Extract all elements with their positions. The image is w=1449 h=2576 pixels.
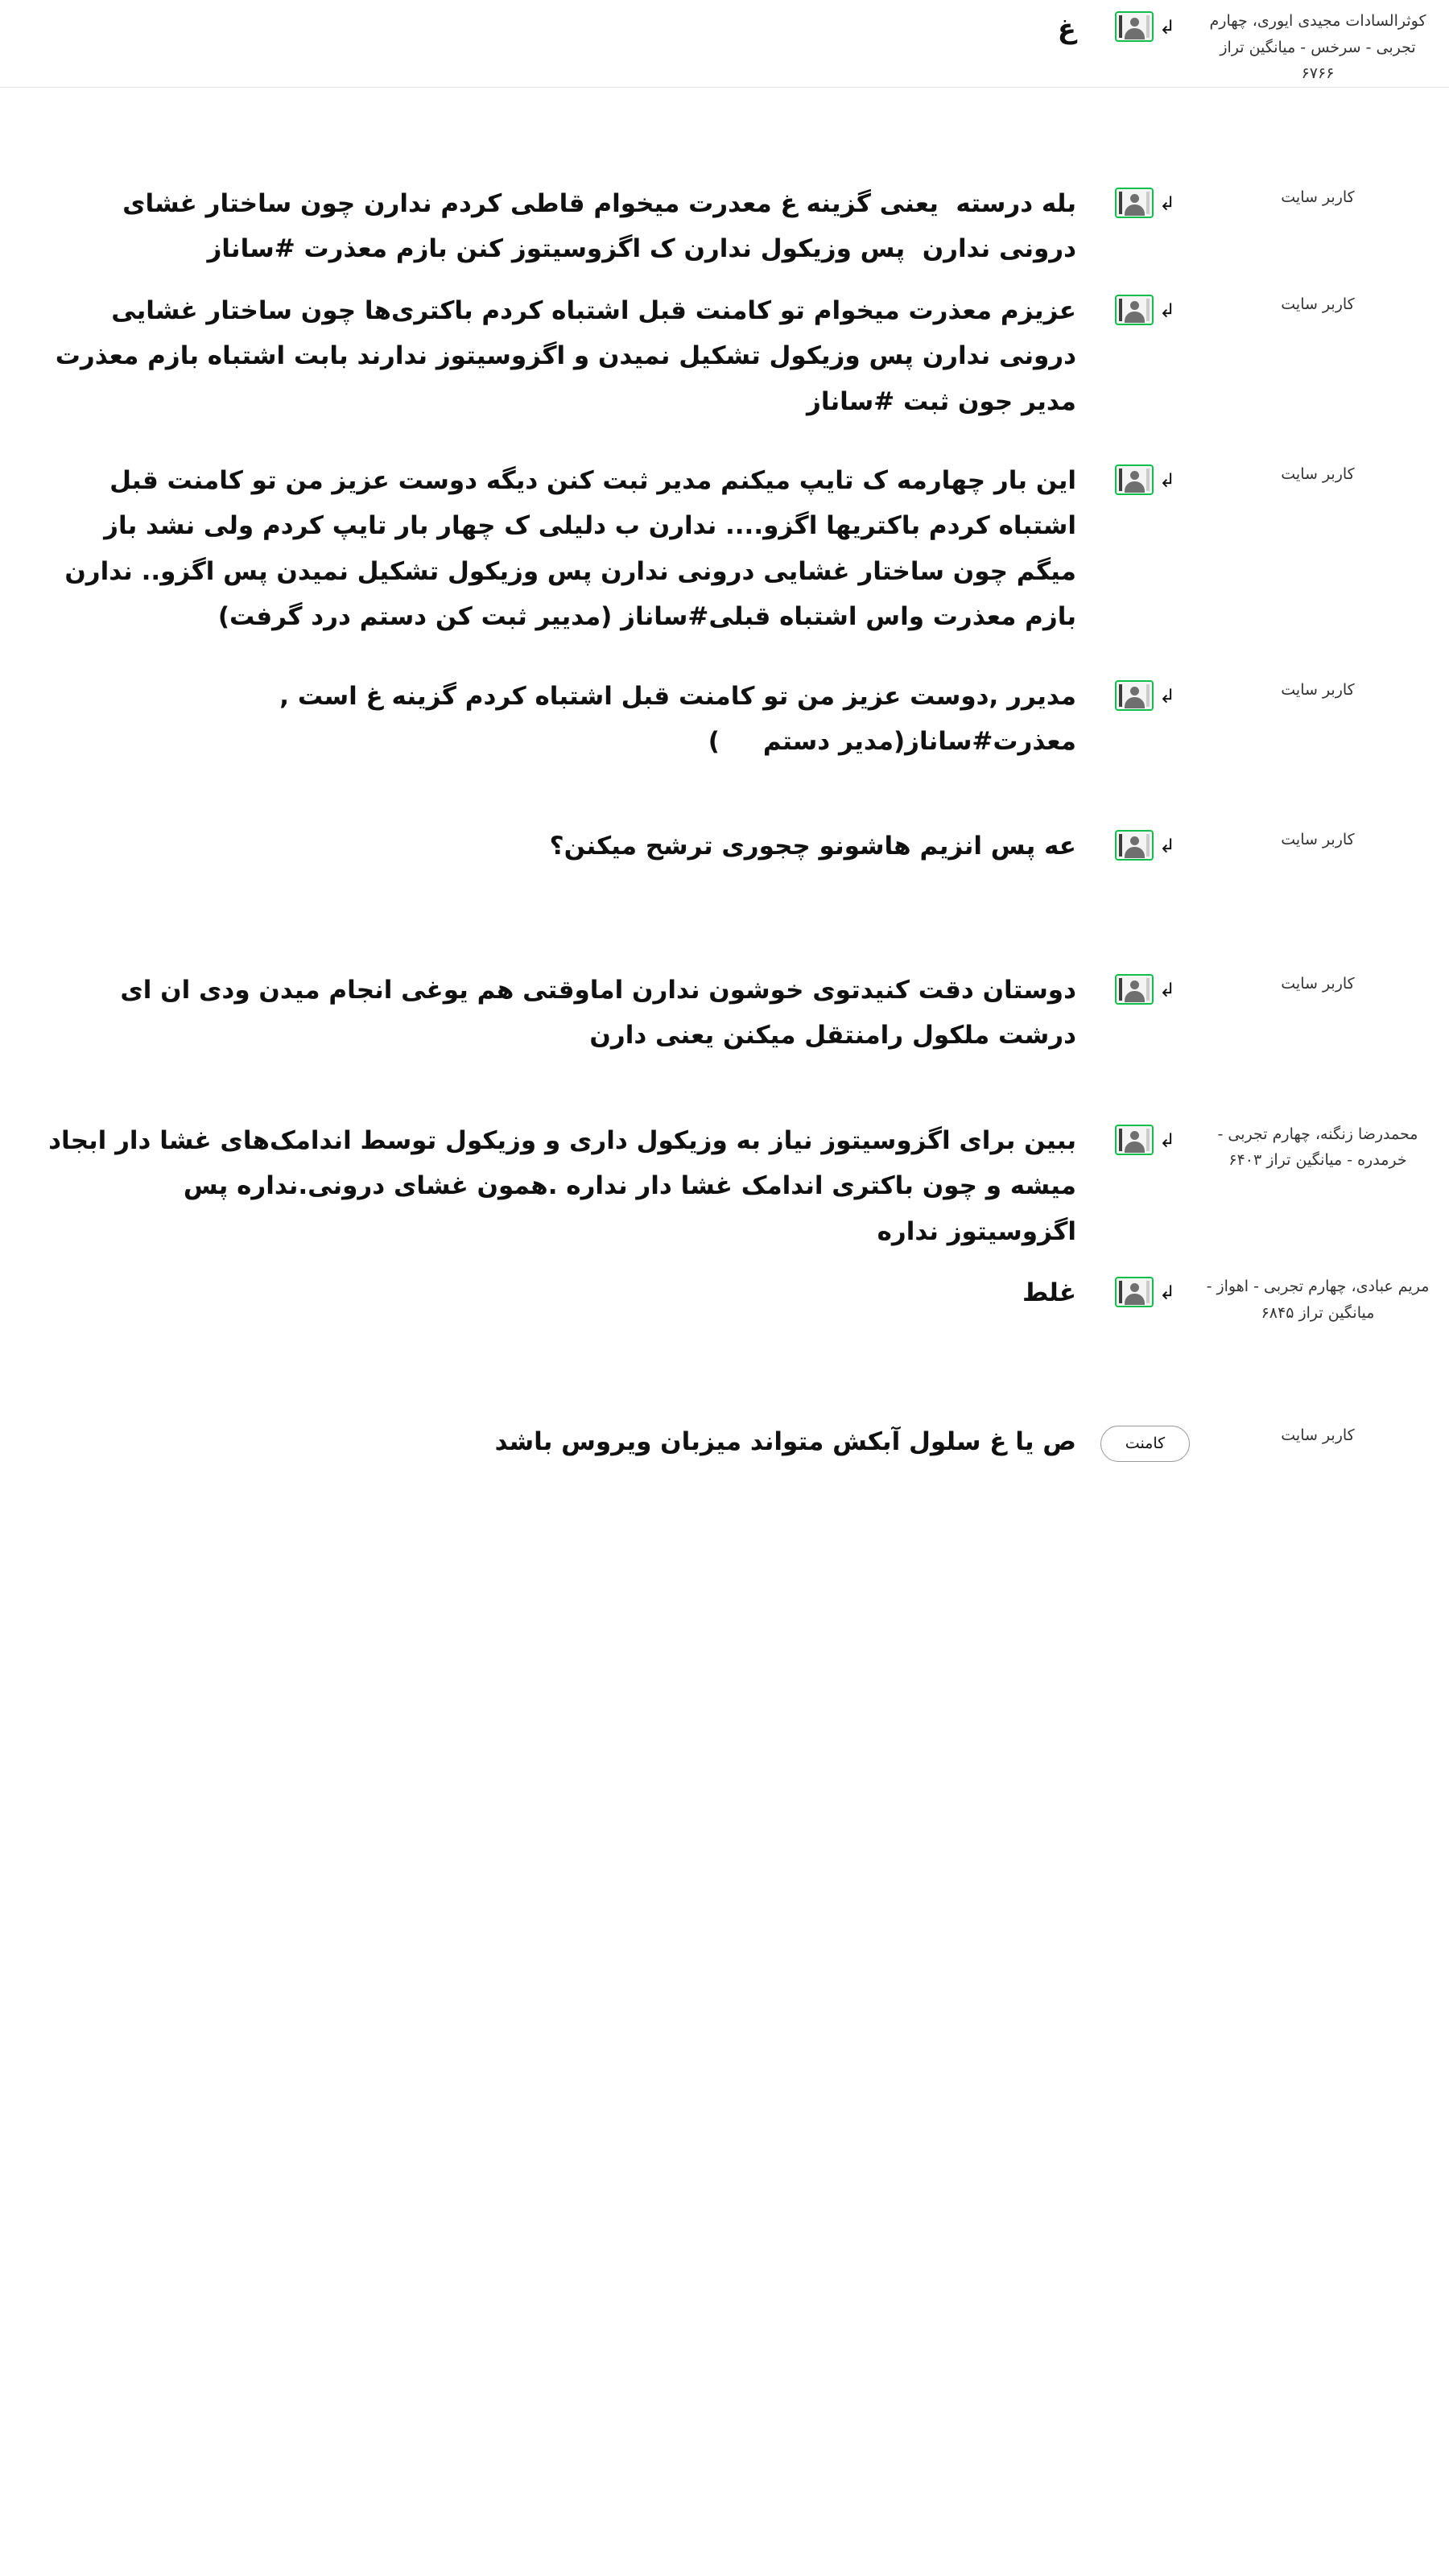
comment-avatar-column bbox=[1091, 819, 1199, 861]
comment-author-meta bbox=[1199, 176, 1449, 211]
comment-text: عه پس انزيم هاشونو چجوری ترشح ميكنن؟ bbox=[549, 832, 1076, 861]
comment-author-line: مريم عبادی، چهارم تجربی - اهواز - bbox=[1206, 1277, 1430, 1295]
reply-arrow-icon[interactable]: ↳ bbox=[1158, 299, 1176, 322]
comment-author-line: خرمدره - ميانگين تراز ۶۴۰۳ bbox=[1228, 1151, 1407, 1170]
comment-author-line: كوثرالسادات مجيدی ايوری، چهارم bbox=[1209, 12, 1426, 30]
comment-text: غلط bbox=[1022, 1278, 1076, 1307]
comment-author-meta bbox=[1199, 669, 1449, 704]
row-spacer bbox=[0, 645, 1449, 669]
reply-arrow-icon[interactable]: ↳ bbox=[1158, 1281, 1176, 1304]
comment-body bbox=[0, 1265, 1091, 1320]
row-spacer bbox=[0, 1259, 1449, 1265]
comment-row bbox=[0, 1414, 1449, 1469]
comment-row bbox=[0, 963, 1449, 1063]
comment-author-line: ۶۷۶۶ bbox=[1301, 64, 1335, 83]
avatar-frame-left bbox=[1119, 978, 1122, 1001]
user-avatar-icon bbox=[1115, 1125, 1154, 1155]
comment-avatar-column bbox=[1091, 283, 1199, 325]
comment-avatar-column bbox=[1091, 1265, 1199, 1307]
row-spacer bbox=[0, 874, 1449, 963]
comment-author-line: كاربر سايت bbox=[1281, 974, 1355, 993]
avatar-frame-right bbox=[1146, 684, 1150, 707]
comment-avatar-column bbox=[1091, 176, 1199, 218]
row-spacer bbox=[0, 429, 1449, 453]
user-avatar-icon bbox=[1115, 974, 1154, 1005]
comment-text: ص يا غ سلول آبكش متواند ميزبان ويروس باشد bbox=[494, 1427, 1076, 1457]
comment-body bbox=[0, 669, 1091, 770]
comment-text: دوستان دقت كنيدتوی خوشون ندارن اماوقتی هم يوغی انجام ميدن ودی ان ای درشت ملكول رامنتقل ميكنن يعنی دارن bbox=[111, 975, 1076, 1051]
avatar-frame-right bbox=[1146, 1281, 1150, 1303]
comment-body bbox=[0, 176, 1091, 277]
reply-arrow-icon[interactable]: ↳ bbox=[1158, 978, 1176, 1001]
comment-body bbox=[0, 1113, 1091, 1259]
avatar-frame-left bbox=[1119, 469, 1122, 491]
reply-arrow-icon[interactable]: ↳ bbox=[1158, 684, 1176, 708]
avatar-frame-right bbox=[1146, 192, 1150, 214]
comment-author-line: كاربر سايت bbox=[1281, 831, 1355, 849]
reply-arrow-icon[interactable]: ↳ bbox=[1158, 16, 1176, 39]
row-spacer bbox=[0, 88, 1449, 176]
comment-text: بله درسته يعنی گزينه غ معدرت ميخوام قاطی كردم ندارن چون ساختار غشای درونی ندارن پس وزيكول ندارن ک اگزوسيتوز كنن بازم معذرت #ساناز bbox=[114, 189, 1076, 264]
user-avatar-icon bbox=[1115, 295, 1154, 325]
comment-body bbox=[0, 1414, 1091, 1469]
row-spacer bbox=[0, 769, 1449, 819]
comment-text: مديرر ,دوست عزيز من تو كامنت قبل اشتباه كردم گزينه غ است , معذرت#ساناز(مدير دستم ) bbox=[270, 681, 1076, 757]
row-spacer bbox=[0, 1063, 1449, 1113]
comment-avatar-column bbox=[1091, 1113, 1199, 1155]
comment-author-meta bbox=[1199, 1414, 1449, 1449]
comment-avatar-column bbox=[1091, 0, 1199, 42]
comment-text: غ bbox=[1057, 13, 1076, 45]
comment-body bbox=[0, 819, 1091, 873]
avatar-frame-right bbox=[1146, 1129, 1150, 1151]
comment-author-line: كاربر سايت bbox=[1281, 1426, 1355, 1445]
comment-author-meta bbox=[1199, 1265, 1449, 1326]
comment-row bbox=[0, 176, 1449, 277]
reply-arrow-icon[interactable]: ↳ bbox=[1158, 1129, 1176, 1152]
comment-row bbox=[0, 1113, 1449, 1259]
comment-row bbox=[0, 453, 1449, 645]
comment-body bbox=[0, 0, 1091, 60]
avatar-frame-left bbox=[1119, 684, 1122, 707]
user-avatar-icon bbox=[1115, 188, 1154, 218]
comment-text: عزيزم معذرت ميخوام تو كامنت قبل اشتباه كردم باكتری‌ها چون ساختار غشايی درونی ندارن پس وزيكول تشكيل نميدن و اگزوسيتوز ندارند بابت اشتباه بازم معذرت مدير جون ثبت #ساناز bbox=[46, 295, 1076, 416]
comment-author-line: كاربر سايت bbox=[1281, 465, 1355, 484]
user-avatar-icon bbox=[1115, 11, 1154, 42]
comment-author-meta bbox=[1199, 963, 1449, 997]
reply-arrow-icon[interactable]: ↳ bbox=[1158, 835, 1176, 858]
avatar-frame-left bbox=[1119, 1281, 1122, 1303]
comment-row bbox=[0, 283, 1449, 429]
comment-author-line: كاربر سايت bbox=[1281, 188, 1355, 207]
avatar-frame-left bbox=[1119, 192, 1122, 214]
avatar-frame-right bbox=[1146, 15, 1150, 38]
comment-body bbox=[0, 963, 1091, 1063]
reply-arrow-icon[interactable]: ↳ bbox=[1158, 192, 1176, 216]
user-avatar-icon bbox=[1115, 464, 1154, 495]
avatar-frame-right bbox=[1146, 834, 1150, 857]
row-spacer bbox=[0, 277, 1449, 283]
comment-button[interactable]: كامنت bbox=[1100, 1426, 1190, 1462]
comment-author-line: كاربر سايت bbox=[1281, 295, 1355, 313]
row-spacer bbox=[0, 1470, 1449, 1558]
comment-author-line: محمدرضا زنگنه، چهارم تجربی - bbox=[1217, 1125, 1418, 1143]
comment-row bbox=[0, 669, 1449, 770]
comment-avatar-column bbox=[1091, 669, 1199, 711]
reply-arrow-icon[interactable]: ↳ bbox=[1158, 469, 1176, 493]
comment-avatar-column bbox=[1091, 963, 1199, 1005]
avatar-frame-left bbox=[1119, 15, 1122, 38]
comment-author-meta bbox=[1199, 283, 1449, 318]
comment-avatar-column bbox=[1091, 453, 1199, 495]
comment-author-meta bbox=[1199, 0, 1449, 87]
avatar-frame-right bbox=[1146, 469, 1150, 491]
comment-author-line: ميانگين تراز ۶۸۴۵ bbox=[1261, 1303, 1375, 1322]
comment-text: اين بار چهارمه ک تايپ ميكنم مدير ثبت كنن ديگه دوست عزيز من تو كامنت قبل اشتباه كردم باكتريها اگزو.... ندارن ب دليلی ک چهار بار تايپ كردم ولی نشد باز ميگم چون ساختار غشايی درونی ندارن پس وزيكول تشكيل نميدن پس اگزو.. ندارن بازم معذرت واس اشتباه قبلی#ساناز (مديير ثبت كن دستم درد گرفت) bbox=[56, 466, 1076, 632]
row-spacer bbox=[0, 1326, 1449, 1414]
avatar-frame-right bbox=[1146, 978, 1150, 1001]
comment-author-line: تجربی - سرخس - ميانگين تراز bbox=[1220, 38, 1416, 56]
comment-author-meta bbox=[1199, 1113, 1449, 1174]
comment-body bbox=[0, 283, 1091, 429]
comment-text: ببين برای اگزوسيتوز نياز به وزيكول داری و وزيكول توسط اندامک‌های غشا دار ابجاد ميشه و چون باكتری اندامک غشا دار نداره .همون غشای درونی.نداره پس اگزوسيتوز نداره bbox=[39, 1125, 1076, 1246]
comment-author-line: كاربر سايت bbox=[1281, 680, 1355, 699]
comment-author-meta bbox=[1199, 453, 1449, 488]
comment-row bbox=[0, 819, 1449, 873]
avatar-frame-right bbox=[1146, 299, 1150, 321]
comment-row bbox=[0, 1265, 1449, 1326]
avatar-frame-left bbox=[1119, 299, 1122, 321]
user-avatar-icon bbox=[1115, 680, 1154, 711]
avatar-frame-left bbox=[1119, 834, 1122, 857]
comment-row bbox=[0, 0, 1449, 87]
avatar-frame-left bbox=[1119, 1129, 1122, 1151]
user-avatar-icon bbox=[1115, 830, 1154, 861]
comment-author-meta bbox=[1199, 819, 1449, 853]
comment-body bbox=[0, 453, 1091, 645]
user-avatar-icon bbox=[1115, 1277, 1154, 1307]
comment-avatar-column bbox=[1091, 1414, 1199, 1462]
